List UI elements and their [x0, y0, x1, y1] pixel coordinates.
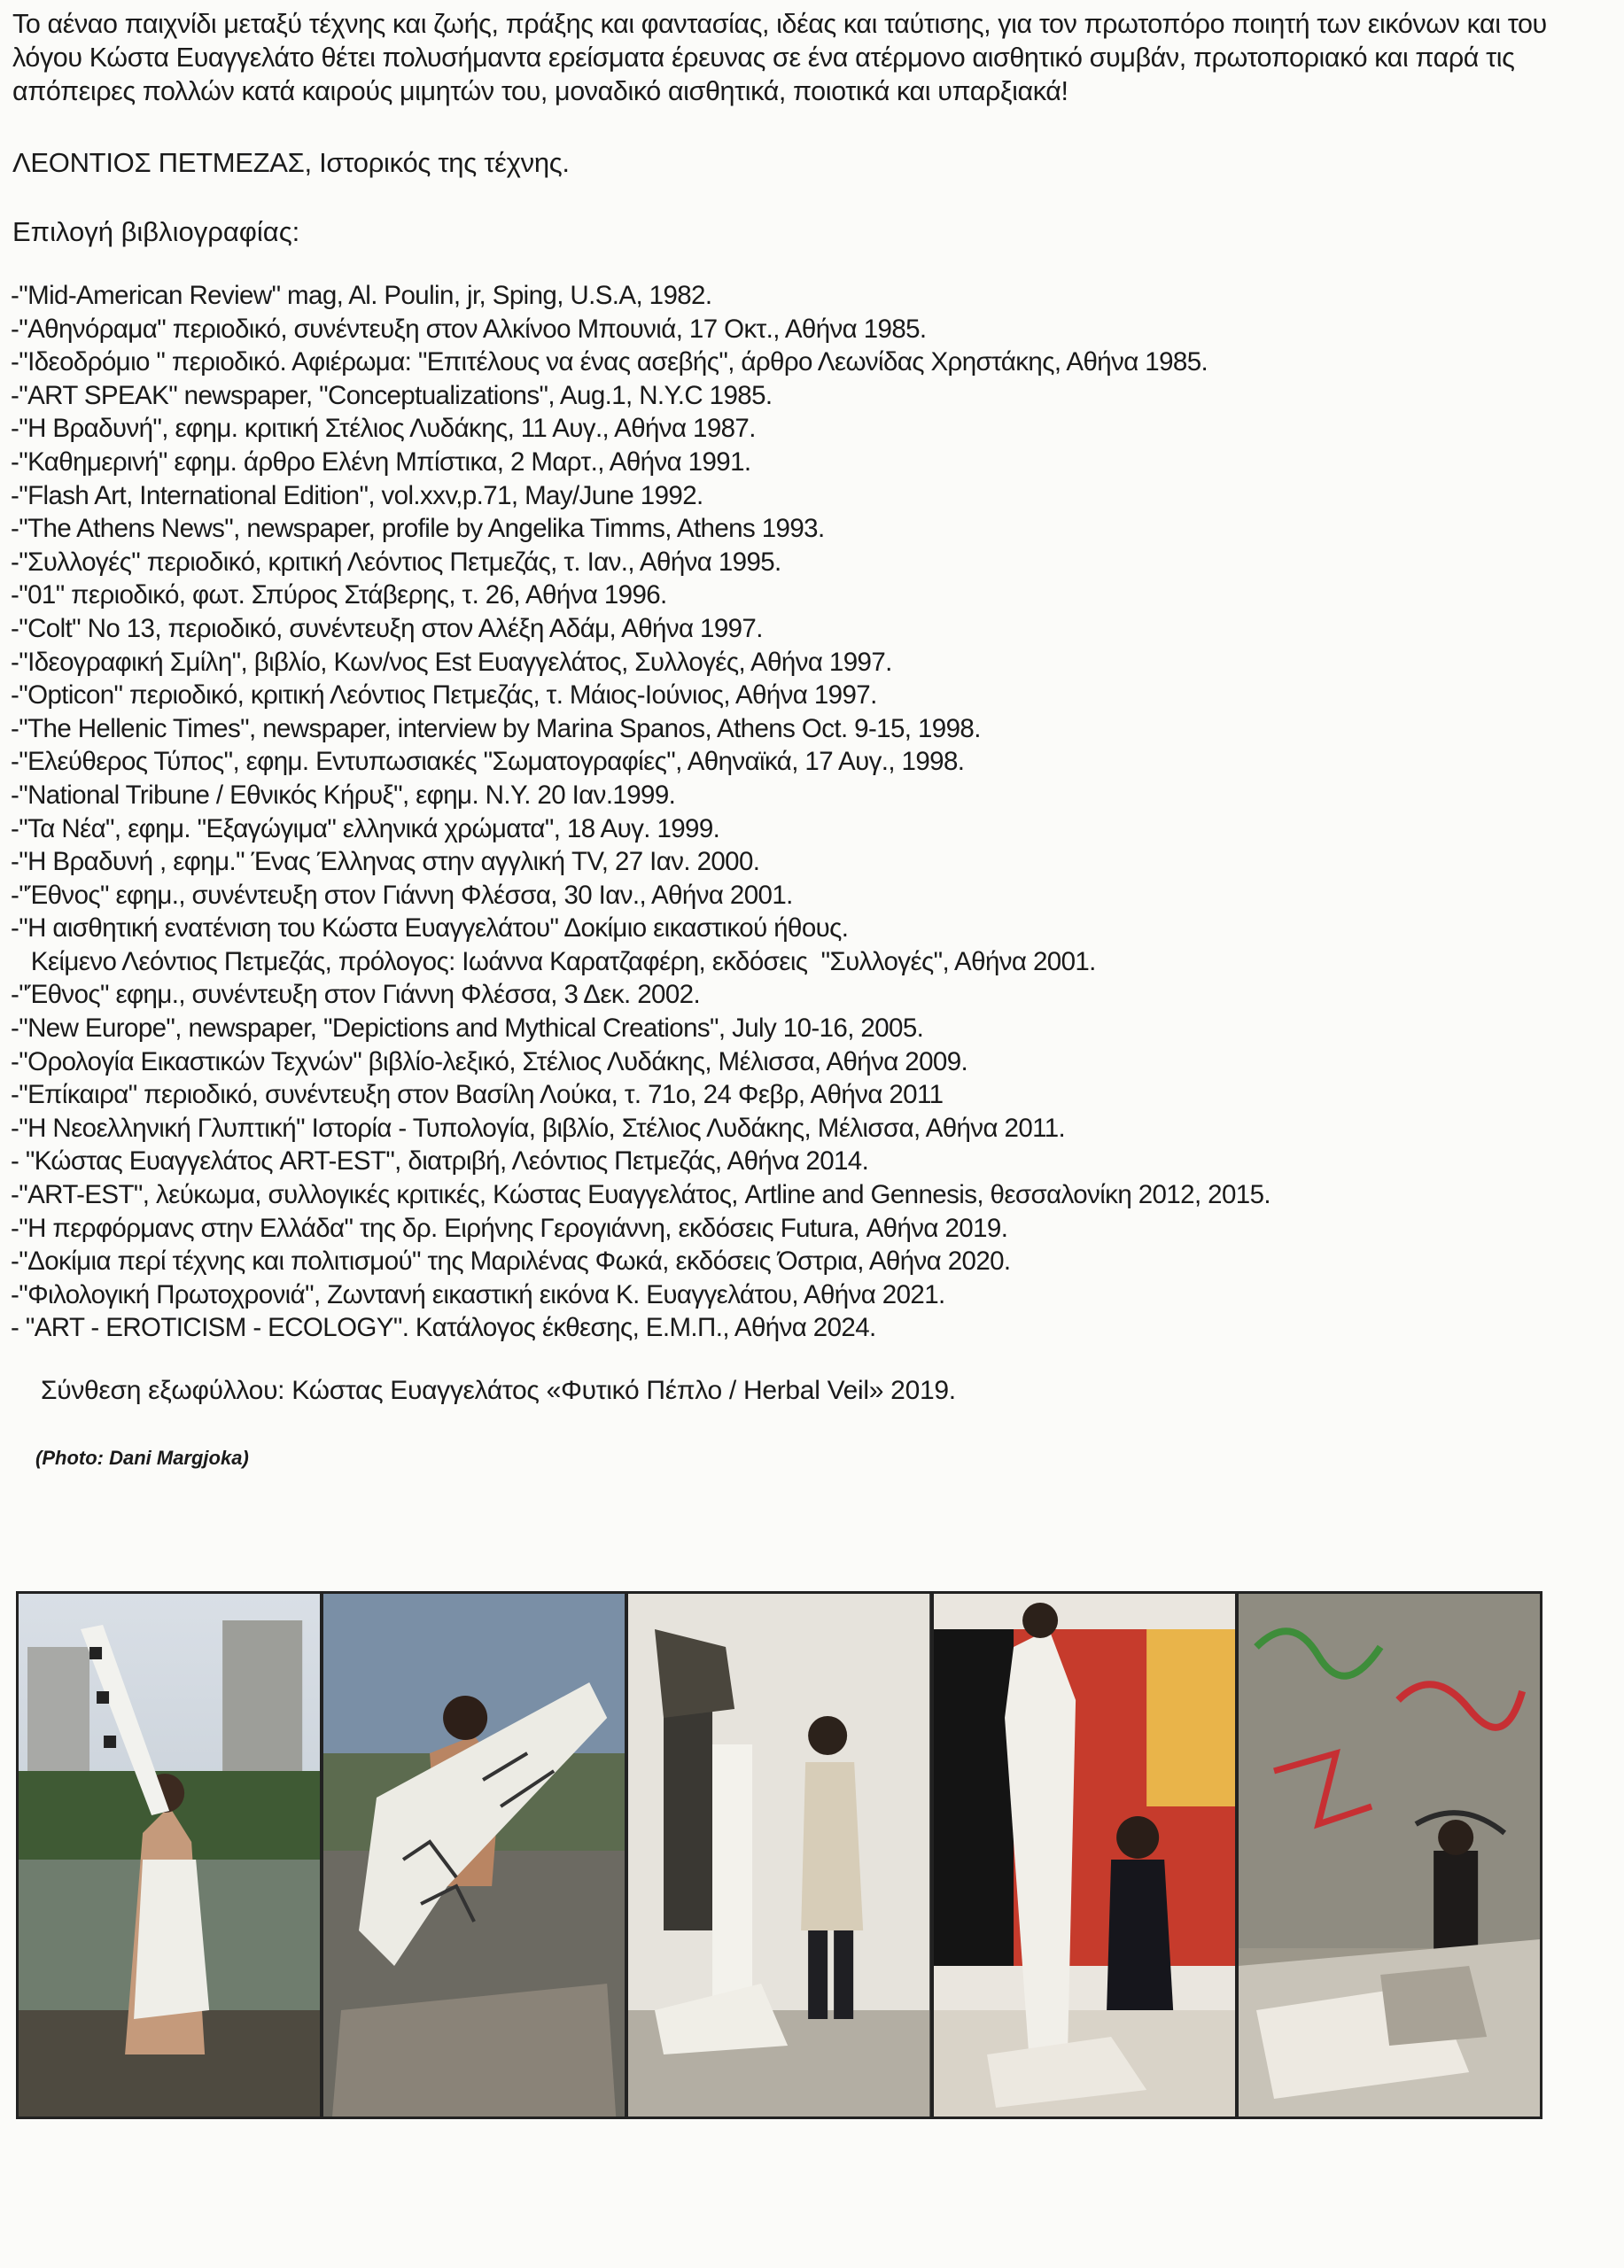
photo-strip	[16, 1591, 1542, 2119]
photo-park-performance	[19, 1594, 320, 2117]
bibliography-item: -"Έθνος" εφημ., συνέντευξη στον Γιάννη Φλέσσα, 30 Ιαν., Αθήνα 2001.	[11, 880, 793, 910]
bibliography-item: -"Colt" No 13, περιοδικό, συνέντευξη στον Αλέξη Αδάμ, Αθήνα 1997.	[11, 613, 763, 643]
bibliography-item: -"Αθηνόραμα" περιοδικό, συνέντευξη στον Αλκίνοο Μπουνιά, 17 Οκτ., Αθήνα 1985.	[11, 314, 927, 344]
bibliography-item: -"Έθνος" εφημ., συνέντευξη στον Γιάννη Φλέσσα, 3 Δεκ. 2002.	[11, 980, 701, 1010]
bibliography-item: -"Ιδεοδρόμιο " περιοδικό. Αφιέρωμα: "Επιτέλους να ένας ασεβής", άρθρο Λεωνίδας Χρηστάκης, Αθήνα 1985.	[11, 347, 1208, 377]
bibliography-item: -"Η περφόρμανς στην Ελλάδα" της δρ. Ειρήνης Γερογιάννη, εκδόσεις Futura, Αθήνα 2019.	[11, 1213, 1008, 1243]
bibliography-item: -"Η Νεοελληνική Γλυπτική" Ιστορία - Τυπολογία, βιβλίο, Στέλιος Λυδάκης, Μέλισσα, Αθήνα 2011.	[11, 1113, 1066, 1143]
photo-credit: (Photo: Dani Margjoka)	[35, 1447, 249, 1469]
bibliography-item: -"The Hellenic Times", newspaper, interview by Marina Spanos, Athens Oct. 9-15, 1998.	[11, 713, 981, 743]
bibliography-item: -"Ορολογία Εικαστικών Τεχνών" βιβλίο-λεξικό, Στέλιος Λυδάκης, Μέλισσα, Αθήνα 2009.	[11, 1046, 968, 1076]
author-line: ΛΕΟΝΤΙΟΣ ΠΕΤΜΕΖΑΣ, Ιστορικός της τέχνης.	[12, 147, 570, 178]
bibliography-item: -"01" περιοδικό, φωτ. Σπύρος Στάβερης, τ. 26, Αθήνα 1996.	[11, 580, 667, 610]
bibliography-item: -"Επίκαιρα" περιοδικό, συνέντευξη στον Βασίλη Λούκα, τ. 71ο, 24 Φεβρ, Αθήνα 2011	[11, 1080, 944, 1110]
bibliography-item: -"Τα Νέα", εφημ. "Εξαγώγιμα" ελληνικά χρώματα", 18 Αυγ. 1999.	[11, 813, 720, 843]
bibliography-item: -"New Europe", newspaper, "Depictions and Mythical Creations", July 10-16, 2005.	[11, 1014, 924, 1044]
bibliography-item: -"Ιδεογραφική Σμίλη", βιβλίο, Κων/νος Est Ευαγγελάτος, Συλλογές, Αθήνα 1997.	[11, 647, 892, 677]
bibliography-item: -"Opticon" περιοδικό, κριτική Λεόντιος Πετμεζάς, τ. Μάιος-Ιούνιος, Αθήνα 1997.	[11, 680, 877, 711]
bibliography-item: - "Κώστας Ευαγγελάτος ART-EST", διατριβή, Λεόντιος Πετμεζάς, Αθήνα 2014.	[11, 1146, 869, 1177]
photo-rock-performance	[323, 1594, 625, 2117]
bibliography-item: -"Δοκίμια περί τέχνης και πολιτισμού" της Μαριλένας Φωκά, εκδόσεις Όστρια, Αθήνα 2020.	[11, 1247, 1011, 1277]
bibliography-item: -"Ελεύθερος Τύπος", εφημ. Εντυπωσιακές "Σωματογραφίες", Αθηναϊκά, 17 Αυγ., 1998.	[11, 747, 965, 777]
bibliography-item: -"Flash Art, International Edition", vol.xxv,p.71, May/June 1992.	[11, 480, 703, 510]
cover-note: Σύνθεση εξωφύλλου: Κώστας Ευαγγελάτος «Φυτικό Πέπλο / Herbal Veil» 2019.	[41, 1376, 956, 1405]
photo-red-wall-performance	[934, 1594, 1235, 2117]
bibliography-item: -"Φιλολογική Πρωτοχρονιά", Ζωντανή εικαστική εικόνα Κ. Ευαγγελάτου, Αθήνα 2021.	[11, 1279, 945, 1309]
bibliography-item: -"National Tribune / Εθνικός Κήρυξ", εφημ. N.Y. 20 Ιαν.1999.	[11, 780, 676, 810]
bibliography-item: -"Η Βραδυνή", εφημ. κριτική Στέλιος Λυδάκης, 11 Αυγ., Αθήνα 1987.	[11, 414, 756, 444]
bibliography-item: -"Η αισθητική ενατένιση του Κώστα Ευαγγελάτου" Δοκίμιο εικαστικού ήθους.	[11, 913, 849, 944]
bibliography-item: -"ART-EST", λεύκωμα, συλλογικές κριτικές, Κώστας Ευαγγελάτος, Artline and Gennesis, θεσσαλονίκη 2012, 2015.	[11, 1180, 1270, 1210]
bibliography-item: - "ART - EROTICISM - ECOLOGY". Κατάλογος έκθεσης, Ε.Μ.Π., Αθήνα 2024.	[11, 1313, 876, 1343]
bibliography-item: Κείμενο Λεόντιος Πετμεζάς, πρόλογος: Ιωάννα Καρατζαφέρη, εκδόσεις "Συλλογές", Αθήνα 2001.	[11, 946, 1096, 976]
bibliography-item: -"The Athens News", newspaper, profile by Angelika Timms, Athens 1993.	[11, 514, 825, 544]
bibliography-list	[11, 279, 1605, 1345]
intro-paragraph: Το αέναο παιχνίδι μεταξύ τέχνης και ζωής, πράξης και φαντασίας, ιδέας και ταύτισης, για τον πρωτοπόρο ποιητή των εικόνων και του λόγου Κώστα Ευαγγελάτο θέτει πολυσήμαντα ερείσματα έρευνας σε ένα ατέρμονο αισθητικό συμβάν, πρωτοποριακό και παρά τις απόπειρες πολλών κατά καιρούς μιμητών του, μοναδικό αισθητικά, ποιοτικά και υπαρξιακά!	[12, 9, 1547, 106]
bibliography-item: -"Mid-American Review" mag, Al. Poulin, jr, Sping, U.S.A, 1982.	[11, 281, 712, 310]
bibliography-heading: Επιλογή βιβλιογραφίας:	[12, 216, 300, 247]
bibliography-item: -"Συλλογές" περιοδικό, κριτική Λεόντιος Πετμεζάς, τ. Ιαν., Αθήνα 1995.	[11, 547, 781, 577]
bibliography-item: -"Η Βραδυνή , εφημ." Ένας Έλληνας στην αγγλική TV, 27 Ιαν. 2000.	[11, 847, 760, 877]
bibliography-item: -"Καθημερινή" εφημ. άρθρο Ελένη Μπίστικα, 2 Μαρτ., Αθήνα 1991.	[11, 447, 751, 477]
photo-gallery-installation	[628, 1594, 929, 2117]
photo-graffiti-performance	[1239, 1594, 1540, 2117]
bibliography-item: -"ART SPEAK" newspaper, "Conceptualizations", Aug.1, N.Y.C 1985.	[11, 380, 773, 410]
